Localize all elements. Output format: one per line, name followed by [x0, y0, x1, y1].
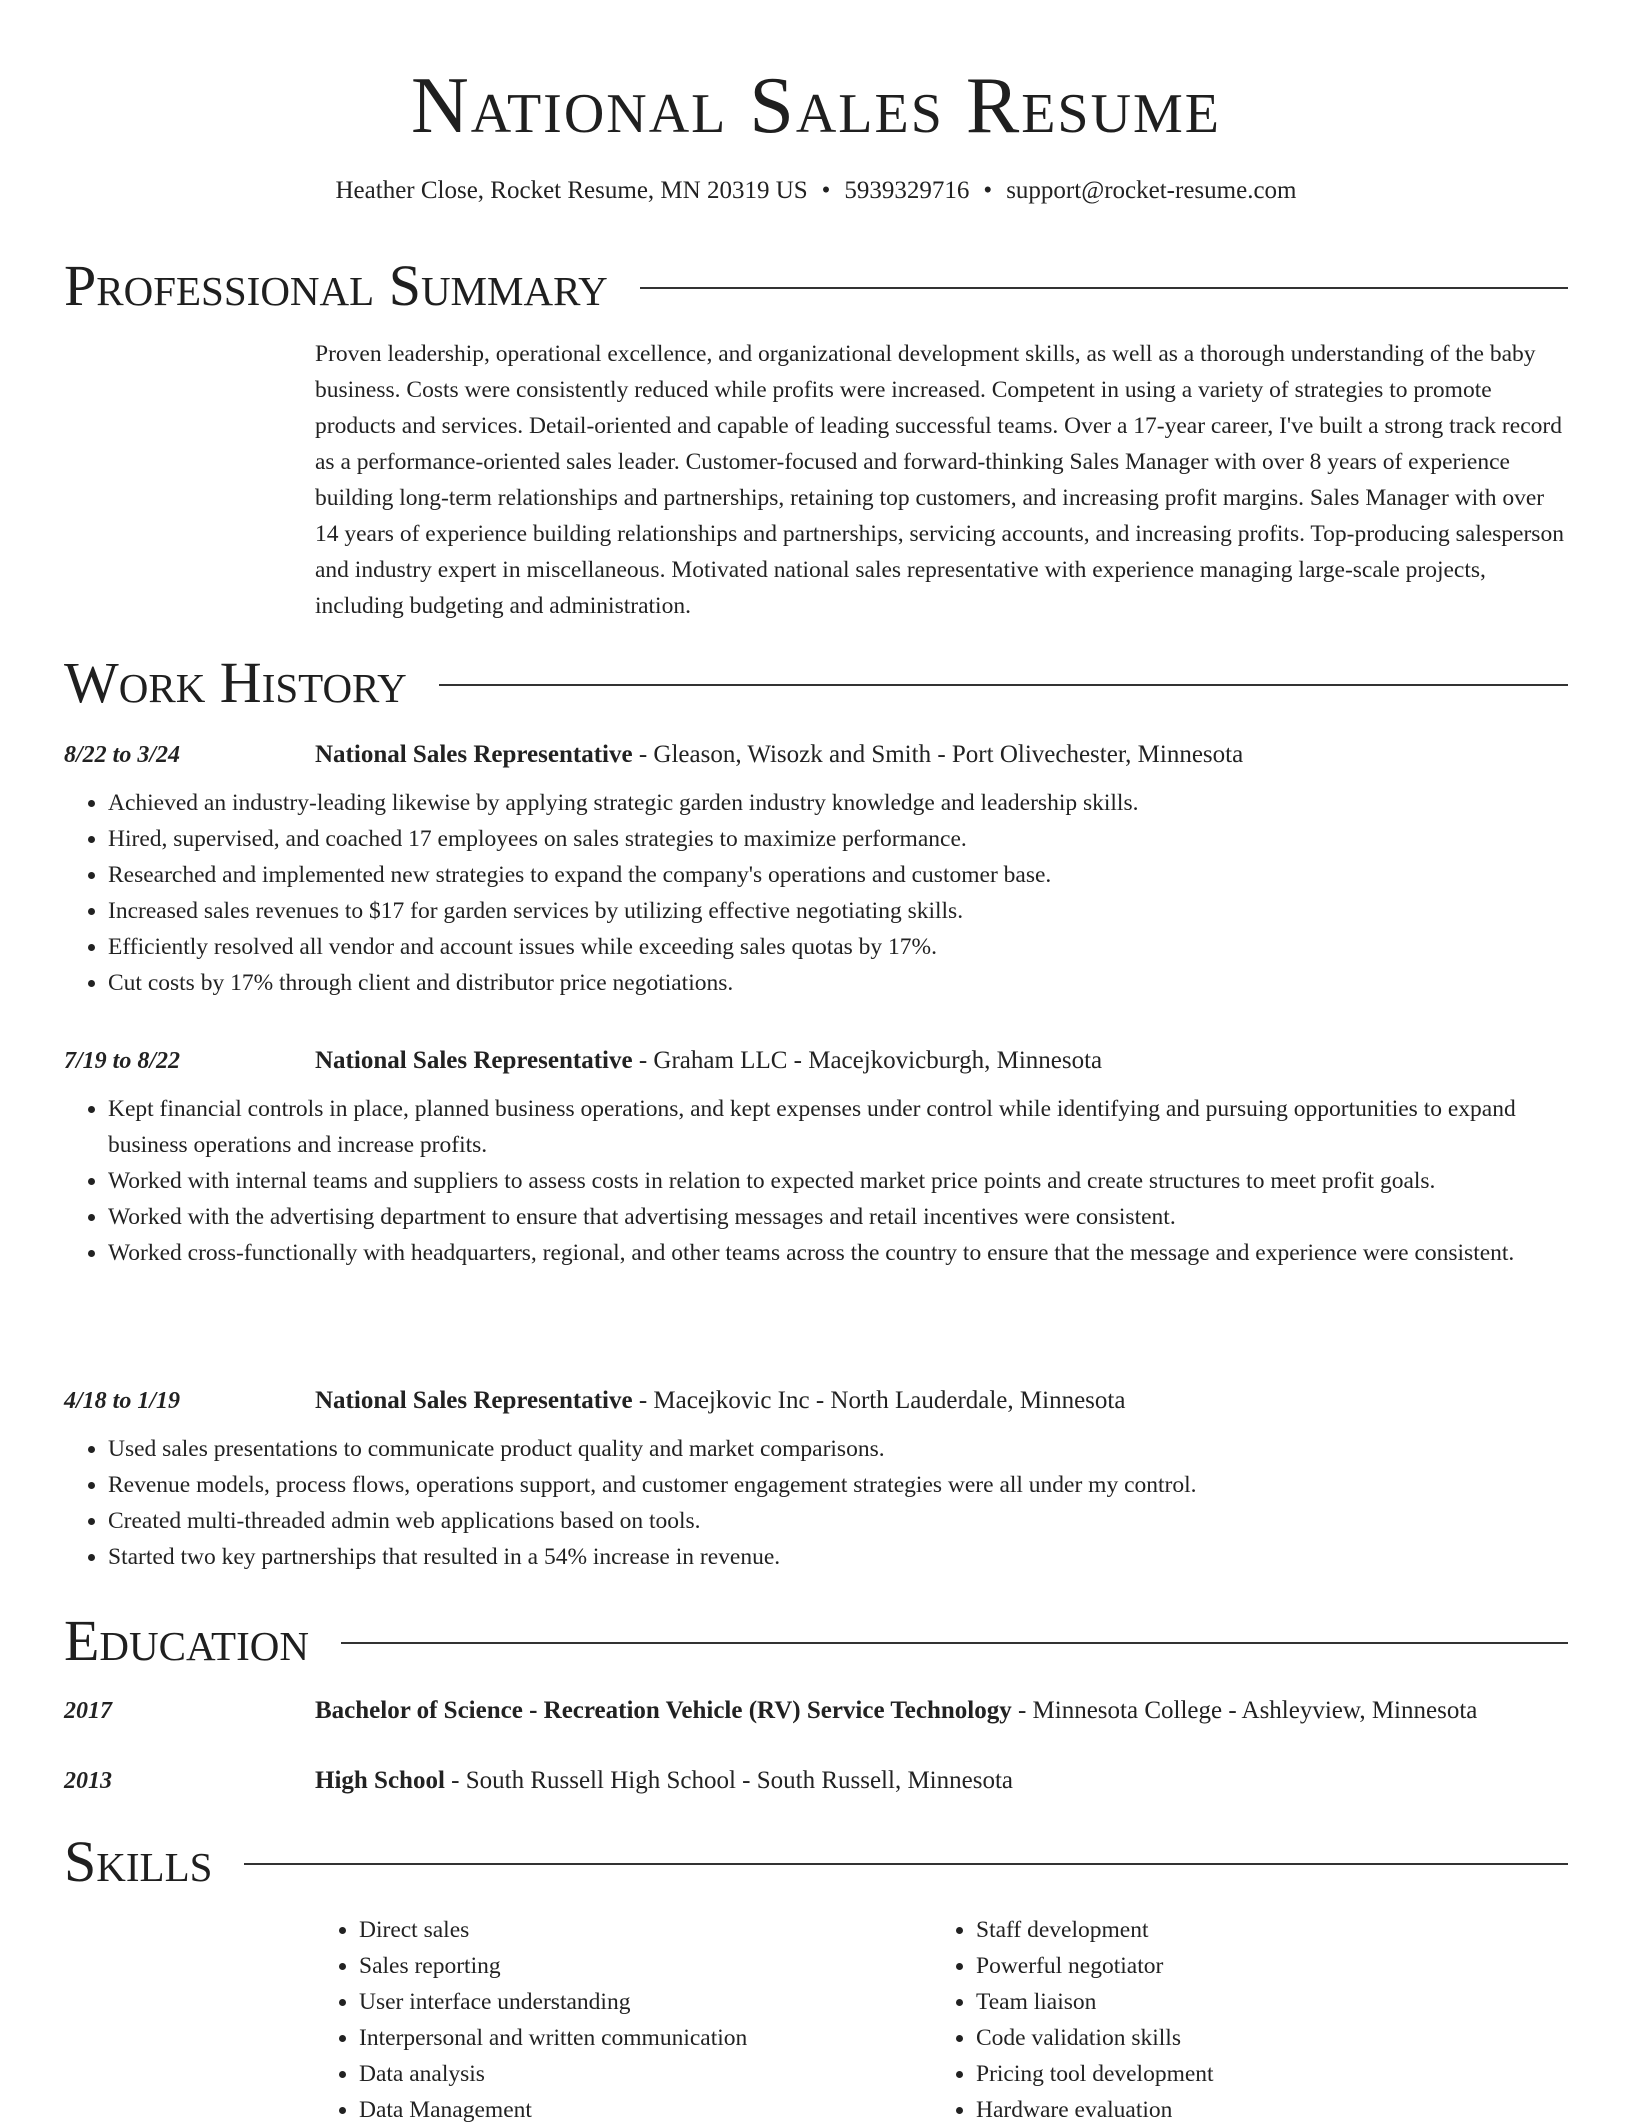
skill-item: • Data Management: [359, 2092, 932, 2128]
job-bullet: • Used sales presentations to communicate product quality and market comparisons.: [108, 1431, 1568, 1467]
education-year: 2013: [64, 1768, 112, 1794]
summary-text: Proven leadership, operational excellence, and organizational development skills, as well as a thorough understanding of the baby business. Costs were consistently reduced while profits were increased. Competent in using a variety of strategies to promote products and services. Detail-oriented and capable of leading successful teams. Over a 17-year career, I've built a strong track record as a performance-oriented sales leader. Customer-focused and forward-thinking Sales Manager with over 8 years of experience building long-term relationships and partnerships, retaining top customers, and increasing profit margins. Sales Manager with over 14 years of experience building relationships and partnerships, servicing accounts, and increasing profits. Top-producing salesperson and industry expert in miscellaneous. Motivated national sales representative with experience managing large-scale projects, including budgeting and administration.: [315, 341, 1564, 619]
work-heading: Work History: [64, 650, 407, 715]
skill-item: • Powerful negotiator: [976, 1948, 1214, 1984]
education-line: [315, 1765, 1013, 1797]
skill-item: • Pricing tool development: [976, 2056, 1214, 2092]
job-entry: [64, 1045, 1568, 1271]
job-bullet: • Hired, supervised, and coached 17 employees on sales strategies to maximize performance.: [108, 821, 1568, 857]
job-title: National Sales Representative: [315, 741, 633, 768]
job-bullet: • Kept financial controls in place, planned business operations, and kept expenses under control while identifying and pursuing opportunities to expand business operations and increase profits.: [108, 1091, 1568, 1163]
summary-heading-row: [64, 254, 1568, 318]
job-details: - Gleason, Wisozk and Smith - Port Olivechester, Minnesota: [632, 741, 1244, 768]
job-bullet: • Cut costs by 17% through client and distributor price negotiations.: [108, 965, 1568, 1001]
job-title: National Sales Representative: [315, 1387, 633, 1414]
job-dates: 8/22 to 3/24: [64, 742, 181, 768]
section-divider: [640, 287, 1568, 289]
job-bullet: • Started two key partnerships that resulted in a 54% increase in revenue.: [108, 1539, 1568, 1575]
job-dates: 7/19 to 8/22: [64, 1048, 181, 1074]
summary-heading: Professional Summary: [64, 253, 608, 318]
skills-column: [932, 1912, 1214, 2128]
skill-item: • Code validation skills: [976, 2020, 1214, 2056]
contact-email: support@rocket-resume.com: [1006, 177, 1297, 204]
work-heading-row: [64, 651, 1568, 715]
education-details: - Minnesota College - Ashleyview, Minnesota: [1011, 1697, 1478, 1724]
job-bullets: [64, 1091, 1568, 1271]
section-divider: [439, 684, 1568, 686]
skill-item: • Data analysis: [359, 2056, 932, 2092]
education-degree: High School: [315, 1767, 445, 1794]
job-title-line: [315, 739, 1243, 771]
skill-item: • Sales reporting: [359, 1948, 932, 1984]
skills-list: [315, 1912, 1568, 2128]
education-entry: [64, 1765, 1568, 1797]
education-year: 2017: [64, 1698, 112, 1724]
contact-line: [0, 175, 1632, 207]
education-details: - South Russell High School - South Russell, Minnesota: [444, 1767, 1013, 1794]
job-bullet: • Created multi-threaded admin web applications based on tools.: [108, 1503, 1568, 1539]
contact-separator: •: [983, 177, 993, 204]
job-details: - Macejkovic Inc - North Lauderdale, Minnesota: [632, 1387, 1126, 1414]
job-bullets: [64, 785, 1568, 1001]
job-dates: 4/18 to 1/19: [64, 1388, 181, 1414]
skill-item: • Staff development: [976, 1912, 1214, 1948]
job-bullet: • Worked cross-functionally with headquarters, regional, and other teams across the country to ensure that the message and experience were consistent.: [108, 1235, 1568, 1271]
skill-item: • User interface understanding: [359, 1984, 932, 2020]
skill-item: • Interpersonal and written communication: [359, 2020, 932, 2056]
skill-item: • Direct sales: [359, 1912, 932, 1948]
job-entry: [64, 1385, 1568, 1575]
resume-title: National Sales Resume: [410, 62, 1222, 150]
job-entry: [64, 739, 1568, 1001]
education-degree: Bachelor of Science - Recreation Vehicle (RV) Service Technology: [315, 1697, 1012, 1724]
contact-phone: 5939329716: [844, 177, 970, 204]
job-bullet: • Revenue models, process flows, operations support, and customer engagement strategies were all under my control.: [108, 1467, 1568, 1503]
section-divider: [341, 1642, 1568, 1644]
contact-separator: •: [821, 177, 831, 204]
job-title: National Sales Representative: [315, 1047, 633, 1074]
education-heading: Education: [64, 1608, 309, 1673]
contact-address: Heather Close, Rocket Resume, MN 20319 US: [335, 177, 808, 204]
education-entry: [64, 1695, 1568, 1727]
job-bullet: • Worked with the advertising department to ensure that advertising messages and retail incentives were consistent.: [108, 1199, 1568, 1235]
job-bullet: • Efficiently resolved all vendor and account issues while exceeding sales quotas by 17%.: [108, 929, 1568, 965]
skills-heading-row: [64, 1830, 1568, 1894]
skills-heading: Skills: [64, 1829, 213, 1894]
job-bullet: • Increased sales revenues to $17 for garden services by utilizing effective negotiating skills.: [108, 893, 1568, 929]
job-details: - Graham LLC - Macejkovicburgh, Minnesota: [632, 1047, 1103, 1074]
job-bullet: • Achieved an industry-leading likewise by applying strategic garden industry knowledge and leadership skills.: [108, 785, 1568, 821]
job-bullet: • Researched and implemented new strategies to expand the company's operations and customer base.: [108, 857, 1568, 893]
education-heading-row: [64, 1609, 1568, 1673]
job-bullet: • Worked with internal teams and suppliers to assess costs in relation to expected market price points and create structures to meet profit goals.: [108, 1163, 1568, 1199]
job-title-line: [315, 1385, 1125, 1417]
skill-item: • Hardware evaluation: [976, 2092, 1214, 2128]
education-line: [315, 1695, 1477, 1727]
skill-item: • Team liaison: [976, 1984, 1214, 2020]
job-title-line: [315, 1045, 1102, 1077]
job-bullets: [64, 1431, 1568, 1575]
skills-column: [315, 1912, 932, 2128]
section-divider: [244, 1863, 1568, 1865]
